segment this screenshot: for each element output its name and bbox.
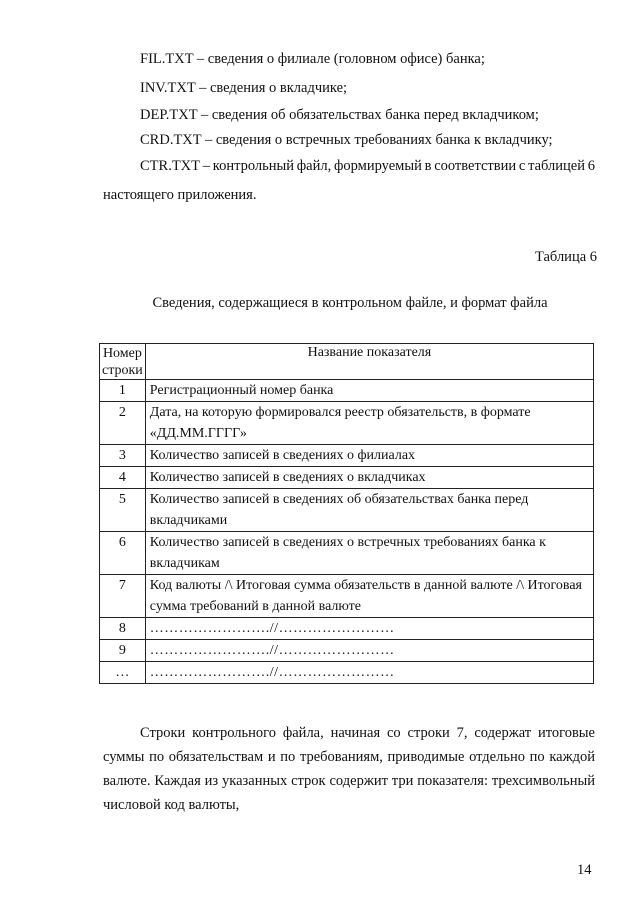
table-row [100,445,594,467]
table-row [100,575,594,618]
row-number: 6 [100,532,146,575]
indicator-name: Количество записей в сведениях об обязательствах банка перед вкладчиками [145,489,593,532]
word: формируемый [333,158,422,174]
header-indicator-name: Название показателя [145,344,593,380]
table-header-row [100,344,594,380]
file-description-ctr [140,157,595,175]
row-number: 5 [100,489,146,532]
row-number: 9 [100,640,146,662]
table-row [100,402,594,445]
word: с [518,158,526,174]
table-row [100,467,594,489]
indicator-name: Количество записей в сведениях о вкладчиках [145,467,593,489]
row-number: 8 [100,618,146,640]
word: соответствии [434,158,517,174]
indicator-name: …………………….//…………………… [145,640,593,662]
word: в [424,158,432,174]
file-description-dep: DEP.TXT – сведения об обязательствах банка перед вкладчиком; [140,107,539,123]
row-number: 4 [100,467,146,489]
word: 6 [587,158,595,174]
table-row [100,380,594,402]
indicator-name: Код валюты /\ Итоговая сумма обязательств в данной валюте /\ Итоговая сумма требований в данной валюте [145,575,593,618]
indicator-name: …………………….//…………………… [145,618,593,640]
word: контрольный [212,158,295,174]
word: файл, [296,158,332,174]
row-number: 3 [100,445,146,467]
file-description-ctr-continued: настоящего приложения. [103,187,257,203]
body-paragraph: Строки контрольного файла, начиная со строки 7, содержат итоговые суммы по обязательствам и по требованиям, приводимые отдельно по каждой валюте. Каждая из указанных строк содержит три показателя: трехсимвольный числовой код валюты, [103,725,595,813]
table-row [100,532,594,575]
word: CTR.TXT [140,158,201,174]
word: – [202,158,211,174]
indicator-name: Количество записей в сведениях о филиалах [145,445,593,467]
word: таблицей [528,158,585,174]
table-row [100,662,594,684]
table-caption: Сведения, содержащиеся в контрольном файле, и формат файла [152,295,548,311]
file-description-inv: INV.TXT – сведения о вкладчике; [140,80,348,96]
indicator-name: …………………….//…………………… [145,662,593,684]
row-number: 1 [100,380,146,402]
table-row [100,640,594,662]
row-number: 2 [100,402,146,445]
indicator-name: Дата, на которую формировался реестр обязательств, в формате «ДД.ММ.ГГГГ» [145,402,593,445]
row-number: … [100,662,146,684]
file-description-fil: FIL.TXT – сведения о филиале (головном офисе) банка; [140,51,485,67]
control-file-table [99,343,594,684]
file-description-crd: CRD.TXT – сведения о встречных требованиях банка к вкладчику; [140,132,553,148]
indicator-name: Количество записей в сведениях о встречных требованиях банка к вкладчикам [145,532,593,575]
table-row [100,489,594,532]
row-number: 7 [100,575,146,618]
header-row-number: Номер строки [100,344,146,380]
page-number: 14 [577,862,592,878]
table-number: Таблица 6 [535,249,598,265]
indicator-name: Регистрационный номер банка [145,380,593,402]
table-row [100,618,594,640]
